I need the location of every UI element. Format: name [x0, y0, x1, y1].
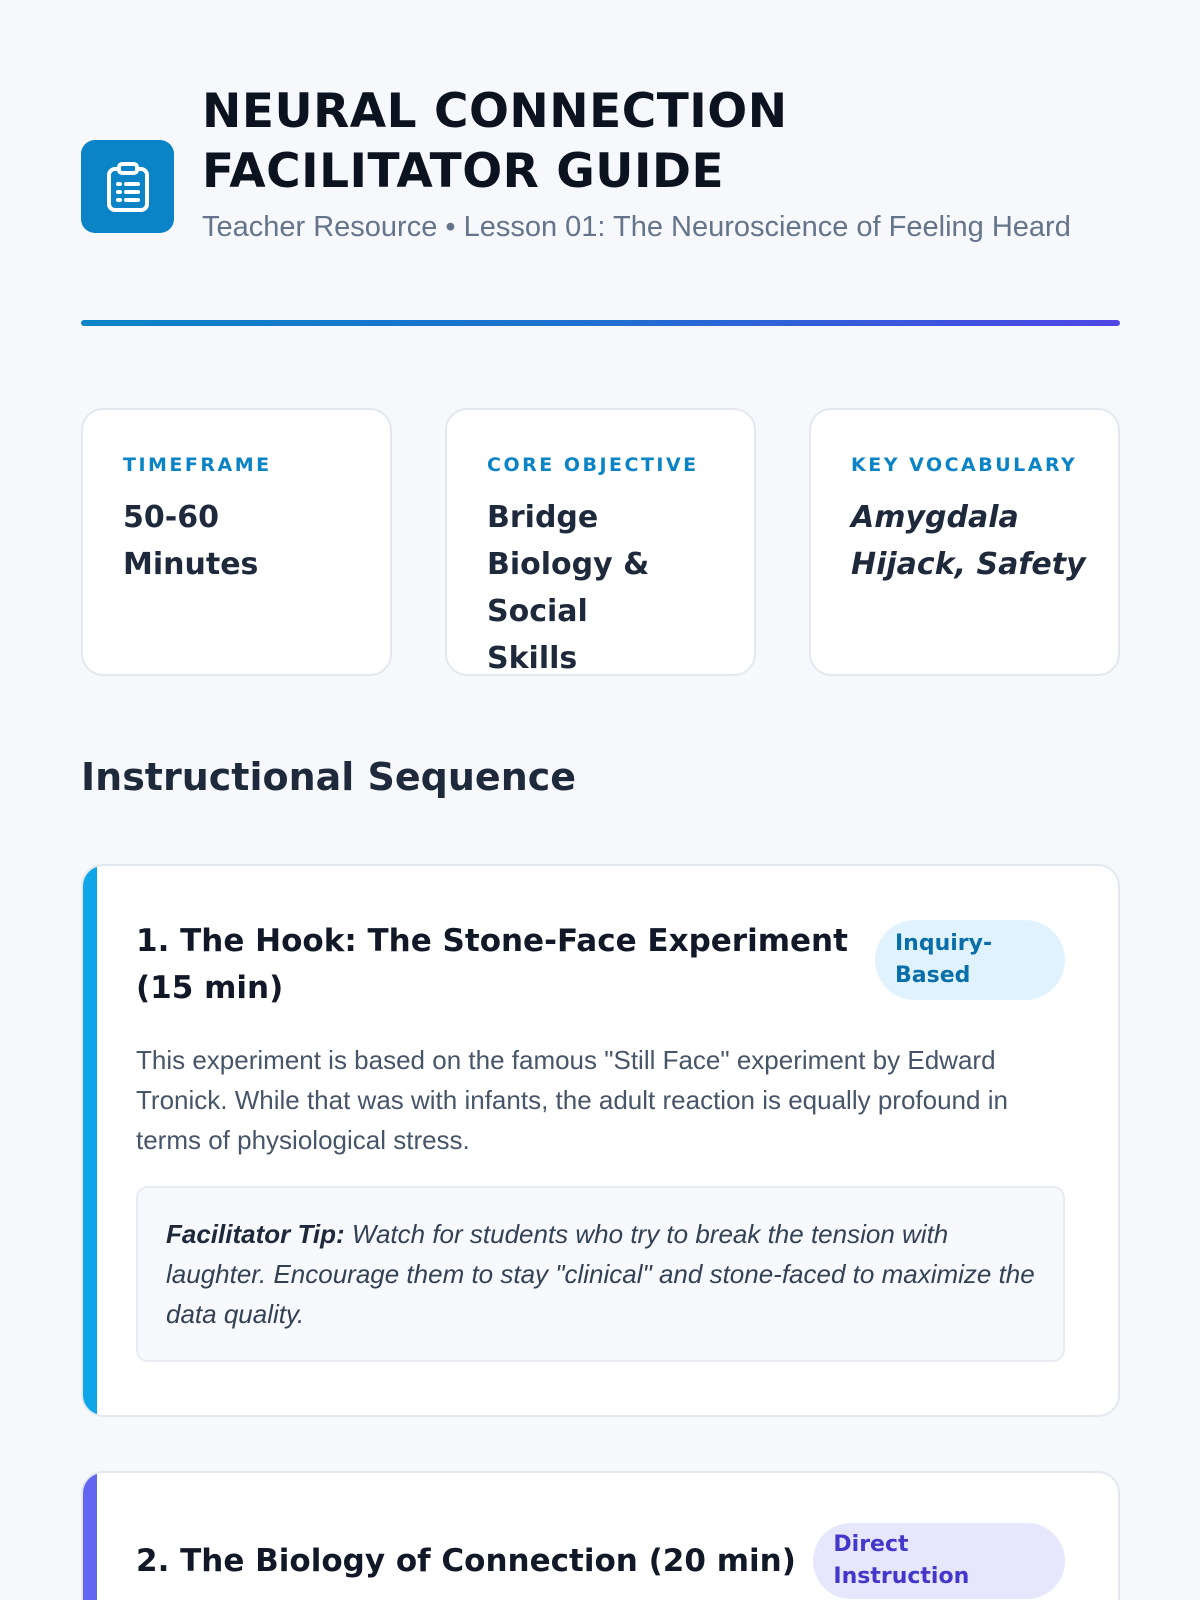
summary-card-label: TIMEFRAME	[123, 454, 272, 476]
facilitator-tip-text: Watch for students who try to break the tension with laughter. Encourage them to stay "clinical" and stone-faced to maximize the data quality.	[166, 1219, 1035, 1329]
step-header	[136, 918, 1065, 1012]
summary-card-value: Amygdala Hijack, Safety	[851, 500, 1086, 582]
summary-cards	[81, 408, 1120, 676]
step-accent-bar	[83, 1473, 97, 1600]
step-description: This experiment is based on the famous "Still Face" experiment by Edward Tronick. While that was with infants, the adult reaction is equally profound in terms of physiological stress.	[136, 1045, 1008, 1155]
sequence-step-2	[81, 1471, 1120, 1600]
summary-card-timeframe	[81, 408, 392, 676]
facilitator-tip	[136, 1186, 1065, 1362]
guide-header	[81, 0, 1119, 250]
method-badge: Inquiry-Based	[875, 920, 1065, 1000]
sequence-step-1	[81, 864, 1120, 1417]
page-title	[202, 82, 1082, 202]
step-title: 1. The Hook: The Stone-Face Experiment (15 min)	[136, 923, 848, 1006]
summary-card-value: Bridge Biology & Social Skills	[487, 500, 650, 676]
facilitator-tip-label: Facilitator Tip:	[166, 1219, 345, 1249]
clipboard-list-icon	[81, 140, 174, 233]
header-divider	[81, 320, 1120, 326]
summary-card-key-vocabulary	[809, 408, 1120, 676]
section-heading: Instructional Sequence	[81, 755, 577, 799]
page-title-line-2: FACILITATOR GUIDE	[202, 144, 725, 199]
summary-card-label: CORE OBJECTIVE	[487, 454, 699, 476]
step-accent-bar	[83, 866, 97, 1415]
summary-card-core-objective	[445, 408, 756, 676]
step-title: 2. The Biology of Connection (20 min)	[136, 1542, 796, 1579]
header-text	[202, 82, 1082, 250]
summary-card-value: 50-60 Minutes	[123, 500, 259, 582]
page-title-line-1: NEURAL CONNECTION	[202, 84, 788, 139]
page-subtitle: Teacher Resource • Lesson 01: The Neuroscience of Feeling Heard	[202, 211, 1071, 243]
method-badge: Direct Instruction	[813, 1523, 1065, 1599]
step-header	[136, 1523, 1065, 1599]
summary-card-label: KEY VOCABULARY	[851, 454, 1078, 476]
